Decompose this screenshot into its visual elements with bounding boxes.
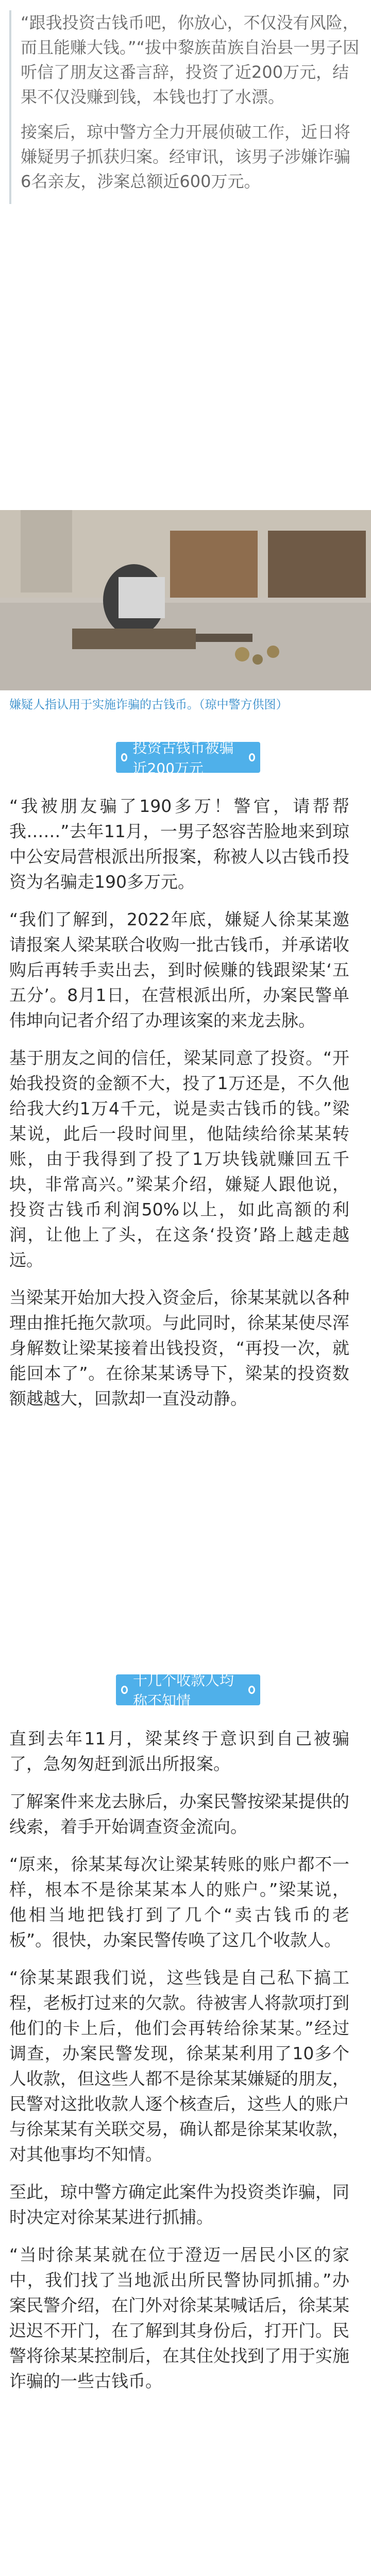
section-banner-1: [116, 739, 260, 777]
ring-icon: [249, 753, 255, 761]
section-title: 投资古钱币被骗近200万元: [132, 739, 234, 777]
intro-quote-paragraph: “跟我投资古钱币吧，你放心，不仅没有风险，而且能赚大钱。”“拔中黎族苗族自治县一男子因听信了朋友这番言辞，投资了近200万元，结果不仅没赚到钱，本钱也打了水漂。: [21, 13, 360, 107]
paragraph: “我们了解到，2022年底，嫌疑人徐某某邀请报案人梁某联合收购一批古钱币，并承诺收购后再转手卖出去，到时候赚的钱跟梁某‘五五分’。8月1日，在营根派出所，办案民警单伟坤向记者介绍了办理该案的来龙去脉。: [9, 909, 349, 1030]
intro-quote-paragraph: 接案后，琼中警方全力开展侦破工作，近日将嫌疑男子抓获归案。经审讯，该男子涉嫌诈骗6名亲友，涉案总额近600万元。: [21, 122, 351, 191]
photo-illustration: [0, 510, 371, 690]
paragraph: “徐某某跟我们说，这些钱是自己私下搞工程，老板打过来的欠款。待被害人将款项打到他们的卡上后，他们会再转给徐某某。”经过调查，办案民警发现，徐某某利用了10多个人收款，但这些人都不是徐某某嫌疑的朋友，民警对这批收款人逐个核查后，这些人的账户与徐某某有关联交易，确认都是徐某某收款，对其他事均不知情。: [9, 1968, 349, 2164]
intro-quote: [9, 10, 361, 204]
paragraph: 至此，琼中警方确定此案件为投资类诈骗，同时决定对徐某某进行抓捕。: [9, 2182, 349, 2227]
paragraph: 基于朋友之间的信任，梁某同意了投资。“开始我投资的金额不大，投了1万还是，不久他给我大约1万4千元，说是卖古钱币的钱。”梁某说，此后一段时间里，他陆续给徐某某转账，由于我得到了投了1万块钱就赚回五千块，非常高兴。”梁某介绍，嫌疑人跟他说，投资古钱币利润50%以上，如此高额的利润，让他上了头，在这条‘投资’路上越走越远。: [9, 1048, 349, 1270]
section-2-body: [9, 1726, 349, 2406]
paragraph: “当时徐某某就在位于澄迈一居民小区的家中，我们找了当地派出所民警协同抓捕。”办案民警介绍，在门外对徐某某喊话后，徐某某迟迟不开门，在了解到其身份后，打开门。民警将徐某某控制后，在其住处找到了用于实施诈骗的一些古钱币。: [9, 2245, 349, 2391]
section-1-body: [9, 793, 349, 1423]
paragraph: 了解案件来龙去脉后，办案民警按梁某提供的线索，着手开始调查资金流向。: [9, 1791, 349, 1837]
ring-icon: [248, 1686, 255, 1694]
paragraph: 直到去年11月，梁某终于意识到自己被骗了，急匆匆赶到派出所报案。: [9, 1728, 349, 1774]
paragraph: “我被朋友骗了190多万！警官，请帮帮我……”去年11月，一男子怒容苦脸地来到琼中公安局营根派出所报案，称被人以古钱币投资为名骗走190多万元。: [9, 796, 349, 892]
section-banner-2: [116, 1672, 260, 1709]
photo-caption: 嫌疑人指认用于实施诈骗的古钱币。（琼中警方供图）: [9, 698, 288, 711]
paragraph: 当梁某开始加大投入资金后，徐某某就以各种理由推托拖欠款项。与此同时，徐某某使尽浑身解数让梁某接着出钱投资，“再投一次，就能回本了”。在徐某某诱导下，梁某的投资数额越越大，回款却一直没动静。: [9, 1287, 349, 1409]
article-photo: [0, 510, 371, 690]
section-title: 十几个收款人均称不知情: [132, 1672, 234, 1709]
ring-icon: [121, 753, 127, 761]
paragraph: “原来，徐某某每次让梁某转账的账户都不一样，根本不是徐某某本人的账户。”梁某说，他相当地把钱打到了几个“卖古钱币的老板”。很快，办案民警传唤了这几个收款人。: [9, 1854, 349, 1950]
ring-icon: [121, 1686, 128, 1694]
